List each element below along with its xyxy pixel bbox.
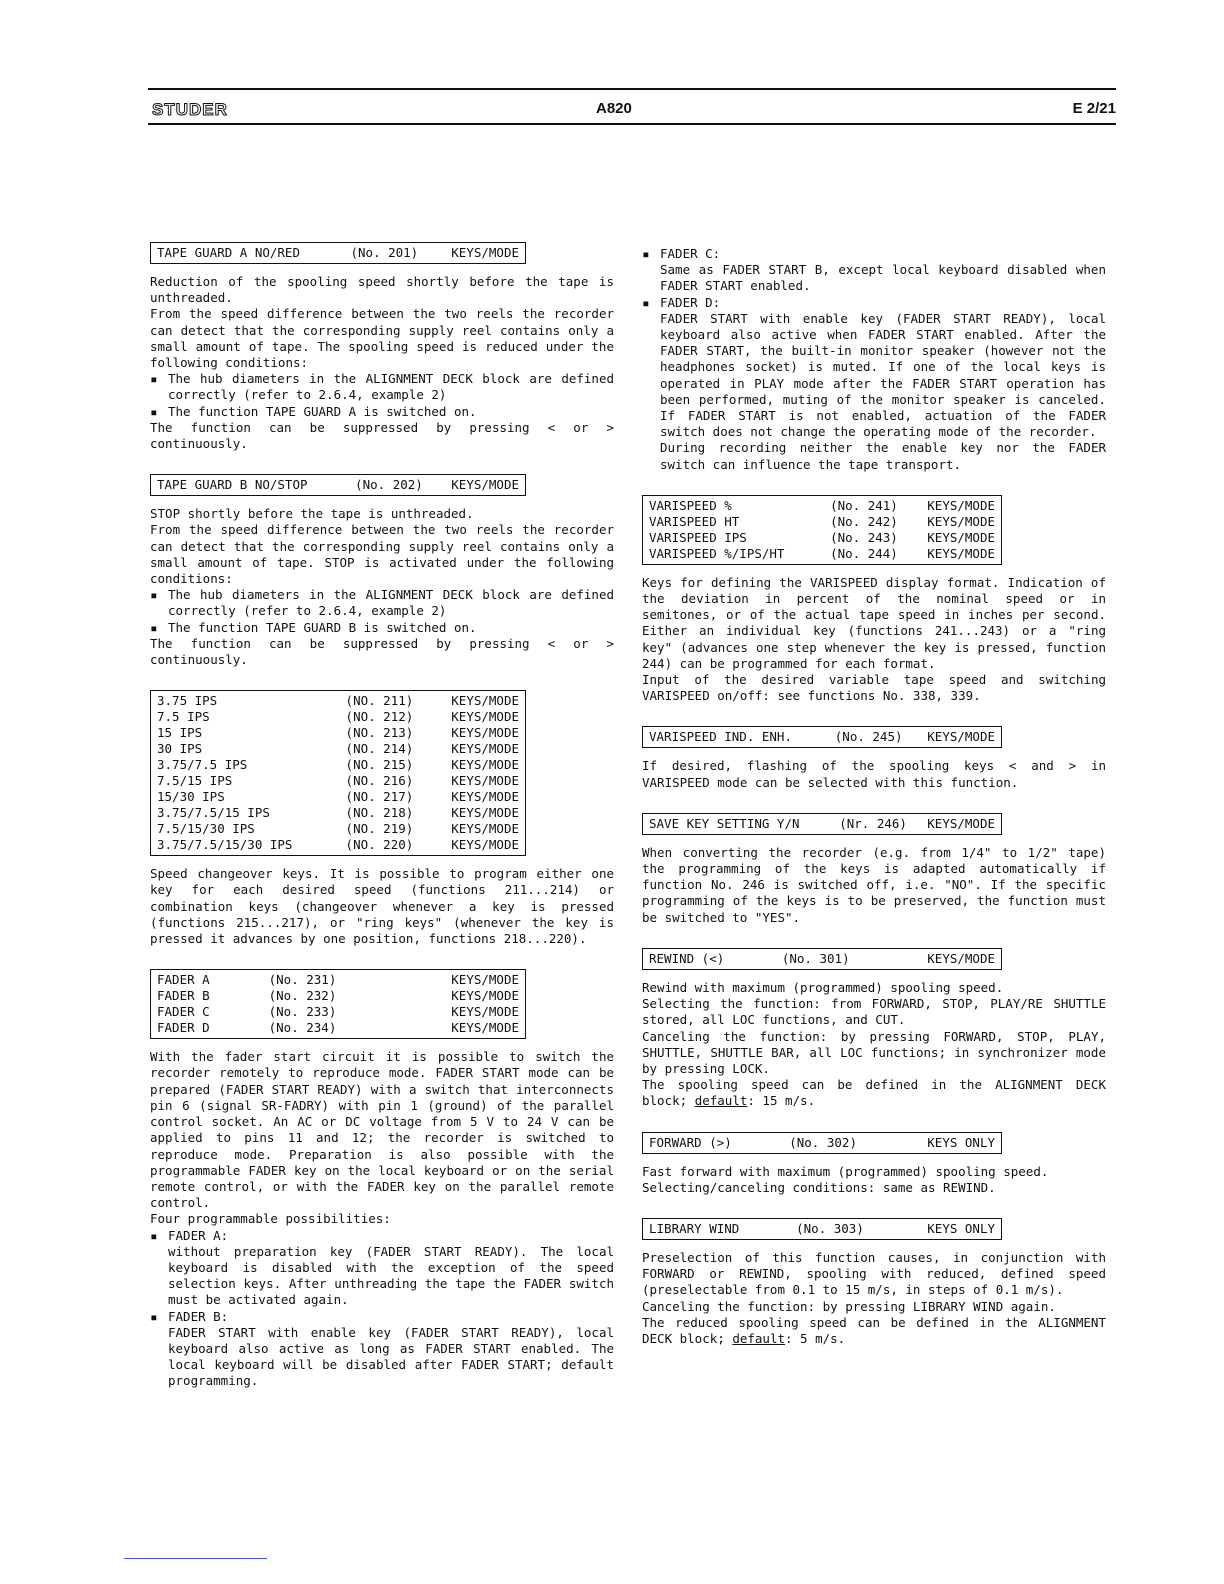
function-number: (NO. 214) — [345, 741, 414, 757]
function-number: (NO. 215) — [345, 757, 414, 773]
paragraph: Selecting the function: from FORWARD, STOP, PLAY/RE SHUTTLE stored, all LOC functions, and CUT. — [642, 996, 1106, 1028]
section — [642, 948, 1106, 1110]
function-number: (NO. 218) — [345, 805, 414, 821]
paragraph: From the speed difference between the two reels the recorder can detect that the corresponding supply reel contains only a small amount of tape. STOP is activated under the following conditions: — [150, 522, 614, 587]
paragraph: Four programmable possibilities: — [150, 1211, 391, 1227]
fader-text: without preparation key (FADER START READY). The local keyboard is disabled with the exception of the speed selection keys. After unthreading the tape the FADER switch must be activated again. — [168, 1243, 614, 1308]
function-row — [157, 789, 519, 805]
bullet-list — [150, 371, 614, 420]
function-number: (No. 244) — [830, 545, 898, 561]
function-number: (No. 231) — [268, 972, 337, 988]
function-table — [649, 729, 995, 745]
function-mode: KEYS ONLY — [927, 1134, 995, 1150]
function-number: (No. 202) — [355, 477, 423, 493]
function-row — [157, 1020, 519, 1036]
function-number: (NO. 217) — [345, 789, 414, 805]
fader-text: Same as FADER START B, except local keyboard disabled when FADER START enabled. — [660, 262, 1106, 294]
function-mode: KEYS/MODE — [451, 988, 519, 1004]
section — [642, 726, 1106, 790]
function-number: (No. 303) — [796, 1220, 864, 1236]
function-table — [157, 245, 519, 261]
function-number: (NO. 211) — [345, 693, 414, 709]
function-name: 7.5/15/30 IPS — [157, 821, 255, 837]
function-row — [157, 988, 519, 1004]
function-number: (No. 233) — [268, 1004, 337, 1020]
function-mode: KEYS/MODE — [451, 741, 519, 757]
function-row — [157, 821, 519, 837]
function-number: (No. 234) — [268, 1020, 337, 1036]
function-name: SAVE KEY SETTING Y/N — [649, 815, 800, 831]
paragraph: STOP shortly before the tape is unthreaded. — [150, 506, 474, 522]
function-mode: KEYS/MODE — [451, 789, 519, 805]
footnote-line — [124, 1558, 267, 1559]
function-row — [157, 805, 519, 821]
function-table — [157, 477, 519, 493]
function-row — [157, 741, 519, 757]
function-name: TAPE GUARD B NO/STOP — [157, 477, 308, 493]
function-table — [649, 1221, 995, 1237]
fader-item — [168, 1309, 614, 1390]
fader-item — [660, 246, 1106, 295]
function-number: (No. 301) — [781, 950, 850, 966]
paragraph: The function can be suppressed by pressing < or > continuously. — [150, 419, 614, 452]
function-mode: KEYS/MODE — [927, 815, 995, 831]
function-number: (No. 241) — [830, 497, 898, 513]
bullet-item: ▪ The hub diameters in the ALIGNMENT DECK block are defined correctly (refer to 2.6.4, example 2) — [168, 371, 614, 403]
function-number: (NO. 213) — [345, 725, 414, 741]
function-row — [649, 1221, 995, 1237]
function-name: FADER D — [157, 1020, 210, 1036]
function-mode: KEYS/MODE — [451, 725, 519, 741]
bullet-item: ▪ The hub diameters in the ALIGNMENT DECK block are defined correctly (refer to 2.6.4, example 2) — [168, 587, 614, 619]
function-mode: KEYS/MODE — [451, 972, 519, 988]
bullet-item: ▪ The function TAPE GUARD A is switched on. — [168, 404, 614, 420]
function-mode: KEYS/MODE — [451, 805, 519, 821]
paragraph: From the speed difference between the two reels the recorder can detect that the corresponding supply reel contains only a small amount of tape. The spooling speed is reduced under the following conditions: — [150, 306, 614, 371]
page-number: E 2/21 — [1072, 100, 1116, 117]
function-name: 15/30 IPS — [157, 789, 225, 805]
function-row — [157, 757, 519, 773]
function-row — [157, 725, 519, 741]
function-row — [649, 1135, 995, 1151]
studer-logo: STUDER — [152, 100, 228, 119]
model-title: A820 — [596, 100, 632, 117]
section — [642, 246, 1106, 473]
function-mode: KEYS/MODE — [451, 773, 519, 789]
function-name: 3.75/7.5/15/30 IPS — [157, 837, 293, 853]
function-box — [150, 690, 526, 856]
function-name: 3.75/7.5 IPS — [157, 757, 248, 773]
function-name: 7.5 IPS — [157, 709, 210, 725]
function-mode: KEYS/MODE — [451, 821, 519, 837]
function-table — [649, 816, 995, 832]
function-row — [157, 477, 519, 493]
function-name: LIBRARY WIND — [649, 1220, 740, 1236]
function-table — [157, 972, 519, 1036]
function-name: FADER B — [157, 988, 210, 1004]
paragraph: Preselection of this function causes, in conjunction with FORWARD or REWIND, spooling with reduced, defined speed (preselectable from 0.1 to 15 m/s, in steps of 0.1 m/s). — [642, 1249, 1106, 1298]
function-name: REWIND (<) — [649, 950, 725, 966]
paragraph: The spooling speed can be defined in the ALIGNMENT DECK block; default: 15 m/s. — [642, 1077, 1106, 1109]
fader-text: FADER START with enable key (FADER START READY), local keyboard also active when FADER START enabled. After the FADER START, the built-in monitor speaker (however not the headphones socket) is muted. If one of the local keys is operated in PLAY mode after the FADER START operation has been performed, muting of the monitor speaker is canceled. If FADER START is not enabled, actuation of the FADER switch does not change the operating mode of the recorder. — [660, 310, 1106, 440]
function-number: (No. 245) — [834, 729, 903, 745]
function-mode: KEYS/MODE — [451, 1004, 519, 1020]
function-mode: KEYS ONLY — [927, 1220, 995, 1236]
paragraph: The function can be suppressed by pressing < or > continuously. — [150, 635, 614, 668]
fader-list — [150, 1228, 614, 1390]
function-table — [649, 951, 995, 967]
function-row — [157, 972, 519, 988]
function-mode: KEYS/MODE — [927, 729, 995, 745]
function-name: TAPE GUARD A NO/RED — [157, 245, 300, 260]
function-box — [642, 1218, 1002, 1240]
function-mode: KEYS/MODE — [451, 245, 519, 260]
section — [150, 474, 614, 668]
function-mode: KEYS/MODE — [451, 837, 519, 853]
paragraph: If desired, flashing of the spooling keys < and > in VARISPEED mode can be selected with this function. — [642, 758, 1106, 790]
section — [150, 690, 614, 947]
function-number: (NO. 216) — [345, 773, 414, 789]
paragraph: Selecting/canceling conditions: same as REWIND. — [642, 1179, 996, 1195]
paragraph: Fast forward with maximum (programmed) spooling speed. — [642, 1163, 1049, 1179]
paragraph: Reduction of the spooling speed shortly before the tape is unthreaded. — [150, 274, 614, 306]
paragraph: Canceling the function: by pressing FORWARD, STOP, PLAY, SHUTTLE, SHUTTLE BAR, all LOC functions; in synchronizer mode by pressing LOCK. — [642, 1028, 1106, 1076]
function-mode: KEYS/MODE — [927, 497, 995, 513]
fader-item — [168, 1228, 614, 1309]
function-mode: KEYS/MODE — [451, 693, 519, 709]
right-column — [642, 246, 1106, 1369]
paragraph: Rewind with maximum (programmed) spooling speed. — [642, 979, 1004, 995]
paragraph: Input of the desired variable tape speed and switching VARISPEED on/off: see functions No. 338, 339. — [642, 672, 1106, 704]
function-name: 15 IPS — [157, 725, 203, 741]
function-name: FADER A — [157, 972, 210, 988]
function-row — [649, 514, 995, 530]
bullet-item: ▪ The function TAPE GUARD B is switched on. — [168, 620, 614, 636]
section — [150, 242, 614, 452]
function-row — [649, 816, 995, 832]
function-number: (No. 201) — [350, 245, 419, 260]
paragraph: Speed changeover keys. It is possible to program either one key for each desired speed (functions 211...214) or combination keys (changeover whenever a key is pressed (functions 215...217), or "ring keys" (whenever the key is pressed it advances by one position, functions 218...220). — [150, 866, 614, 947]
function-number: (No. 232) — [268, 988, 337, 1004]
function-name: 30 IPS — [157, 741, 203, 757]
function-mode: KEYS/MODE — [927, 513, 995, 529]
paragraph: When converting the recorder (e.g. from 1/4" to 1/2" tape) the programming of the keys is adapted automatically if function No. 246 is switched off, i.e. "NO". If the specific programming of the keys is to be preserved, the function must be switched to "YES". — [642, 844, 1106, 925]
function-mode: KEYS/MODE — [451, 1020, 519, 1036]
function-box — [642, 1132, 1002, 1154]
bullet-list — [150, 587, 614, 636]
fader-text: FADER START with enable key (FADER START READY), local keyboard also active as long as FADER START enabled. The local keyboard will be disabled after FADER START; default programming. — [168, 1324, 614, 1389]
fader-title: ▪ FADER D: — [660, 294, 721, 310]
function-mode: KEYS/MODE — [451, 477, 519, 493]
function-number: (No. 242) — [830, 513, 898, 529]
paragraph: Keys for defining the VARISPEED display format. Indication of the deviation in percent of the nominal speed or in semitones, or of the actual tape speed in inches per second. Either an individual key (functions 241...243) or a "ring key" (advances one step whenever the key is pressed, function 244) can be programmed for each format. — [642, 574, 1106, 671]
function-box — [642, 495, 1002, 565]
function-row — [649, 546, 995, 562]
fader-extra: During recording neither the enable key nor the FADER switch can influence the tape transport. — [660, 440, 1106, 472]
function-name: VARISPEED IND. ENH. — [649, 729, 792, 745]
function-table — [649, 1135, 995, 1151]
function-number: (Nr. 246) — [839, 815, 907, 831]
section — [150, 969, 614, 1389]
fader-title: ▪ FADER C: — [660, 246, 721, 261]
function-table — [649, 498, 995, 562]
fader-item — [660, 295, 1106, 473]
fader-list — [642, 246, 1106, 473]
function-box — [642, 726, 1002, 748]
default-value: : 5 m/s. — [785, 1330, 846, 1346]
function-name: FORWARD (>) — [649, 1134, 732, 1150]
left-column — [150, 242, 614, 1412]
function-number: (No. 243) — [830, 529, 898, 545]
paragraph: The reduced spooling speed can be defined in the ALIGNMENT DECK block; default: 5 m/s. — [642, 1314, 1106, 1346]
function-name: 3.75 IPS — [157, 693, 218, 709]
function-row — [157, 773, 519, 789]
function-name: VARISPEED IPS — [649, 529, 747, 545]
function-box — [150, 242, 526, 264]
default-label: default — [732, 1330, 785, 1346]
function-mode: KEYS/MODE — [927, 950, 995, 966]
function-name: 3.75/7.5/15 IPS — [157, 805, 270, 821]
function-row — [649, 729, 995, 745]
function-mode: KEYS/MODE — [927, 529, 995, 545]
section — [642, 1218, 1106, 1347]
function-mode: KEYS/MODE — [451, 757, 519, 773]
function-row — [157, 1004, 519, 1020]
section — [642, 495, 1106, 705]
function-row — [157, 837, 519, 853]
function-number: (NO. 219) — [345, 821, 414, 837]
section — [642, 813, 1106, 926]
function-mode: KEYS/MODE — [927, 545, 995, 561]
function-box — [150, 474, 526, 496]
function-row — [649, 530, 995, 546]
function-number: (NO. 220) — [345, 837, 414, 853]
function-row — [157, 693, 519, 709]
header-top-rule — [148, 88, 1116, 90]
function-box — [642, 948, 1002, 970]
function-row — [157, 245, 519, 261]
paragraph: With the fader start circuit it is possible to switch the recorder remotely to reproduce mode. FADER START mode can be prepared (FADER START READY) with a switch that interconnects pin 6 (signal SR-FADRY) with pin 1 (ground) of the parallel control socket. An AC or DC voltage from 5 V to 24 V can be applied to pins 11 and 12; the recorder is switched to reproduce mode. Preparation is also possible with the programmable FADER key on the local keyboard or on the serial remote control, or with the FADER key on the parallel remote control. — [150, 1049, 614, 1211]
default-label: default — [694, 1093, 748, 1109]
function-name: 7.5/15 IPS — [157, 773, 233, 789]
fader-title: ▪ FADER B: — [168, 1308, 229, 1324]
function-number: (NO. 212) — [345, 709, 414, 725]
function-name: VARISPEED % — [649, 497, 732, 513]
function-row — [649, 951, 995, 967]
function-name: FADER C — [157, 1004, 210, 1020]
function-name: VARISPEED %/IPS/HT — [649, 545, 785, 561]
function-table — [157, 693, 519, 853]
fader-title: ▪ FADER A: — [168, 1227, 229, 1243]
header-bottom-rule — [148, 123, 1116, 125]
section — [642, 1132, 1106, 1196]
function-row — [157, 709, 519, 725]
function-box — [150, 969, 526, 1039]
paragraph: Canceling the function: by pressing LIBRARY WIND again. — [642, 1298, 1056, 1314]
function-mode: KEYS/MODE — [451, 709, 519, 725]
function-number: (No. 302) — [789, 1134, 857, 1150]
function-row — [649, 498, 995, 514]
function-box — [642, 813, 1002, 835]
function-name: VARISPEED HT — [649, 513, 740, 529]
default-value: : 15 m/s. — [747, 1093, 816, 1109]
